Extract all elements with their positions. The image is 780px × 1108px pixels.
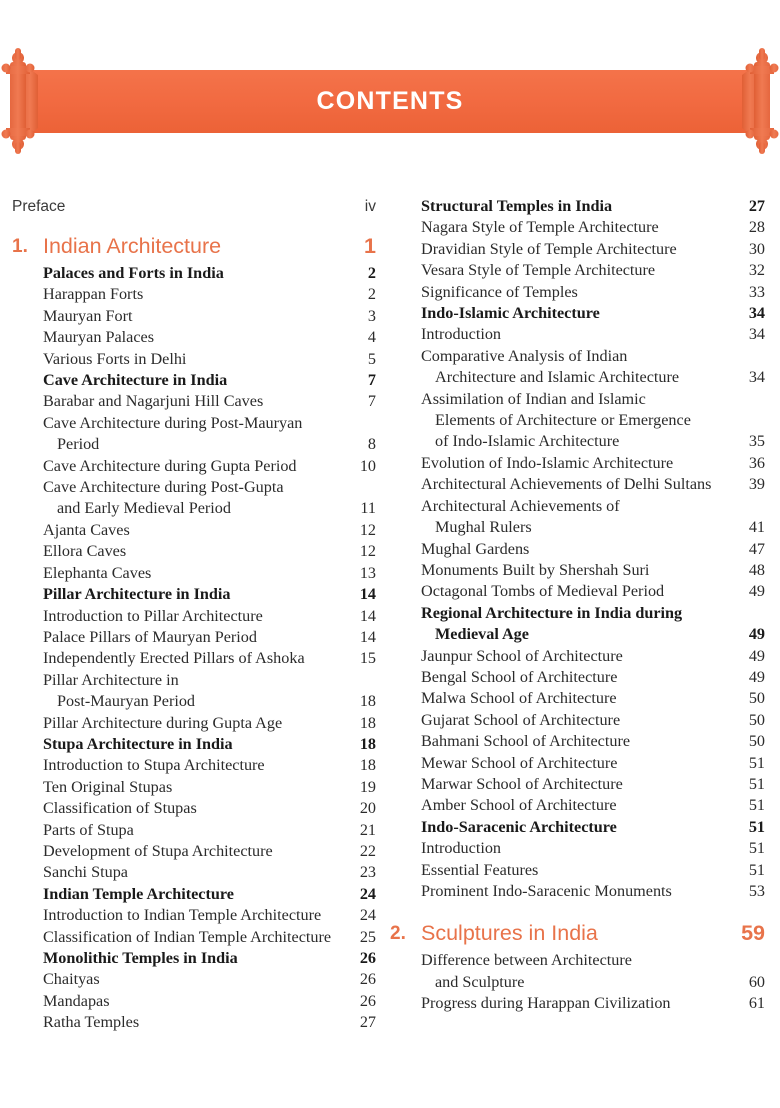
toc-entry-page: 39	[748, 475, 765, 494]
toc-entry[interactable]	[43, 1012, 390, 1033]
toc-entry[interactable]	[43, 413, 390, 456]
toc-entry-label: Harappan Forts	[43, 285, 144, 304]
toc-entry[interactable]	[43, 627, 390, 648]
toc-entry-label: Sanchi Stupa	[43, 863, 128, 882]
toc-entry-label: Regional Architecture in India during	[421, 603, 683, 622]
toc-entry-label: Pillar Architecture during Gupta Age	[43, 713, 283, 732]
toc-entry-label: Jaunpur School of Architecture	[421, 646, 623, 665]
toc-entry[interactable]	[43, 327, 390, 348]
toc-entry[interactable]	[43, 520, 390, 541]
toc-entry[interactable]	[43, 349, 390, 370]
toc-entry-label: Ellora Caves	[43, 542, 127, 561]
toc-entry-page: 51	[748, 753, 765, 772]
toc-entry-page: 24	[359, 906, 376, 925]
toc-entry-page: 50	[748, 689, 765, 708]
toc-entry-label: Bengal School of Architecture	[421, 667, 618, 686]
toc-row-preface[interactable]	[12, 196, 390, 217]
toc-entry-page: 2	[367, 264, 376, 282]
toc-entry-label: Stupa Architecture in India	[43, 734, 233, 753]
toc-entry[interactable]	[421, 474, 780, 495]
toc-entry-page: 60	[748, 972, 765, 991]
toc-entry-page: 14	[359, 585, 376, 604]
toc-entry[interactable]	[421, 753, 780, 774]
toc-entry-label: Structural Temples in India	[421, 197, 613, 215]
toc-entry-label: Parts of Stupa	[43, 820, 134, 839]
toc-entry-page: 35	[748, 432, 765, 451]
toc-entry-label: Essential Features	[421, 860, 539, 879]
toc-entry[interactable]	[421, 731, 780, 752]
toc-entry-label: Introduction	[421, 325, 502, 344]
toc-entry[interactable]	[43, 755, 390, 776]
toc-entry-page: 49	[748, 625, 765, 644]
toc-entry-label: Evolution of Indo-Islamic Architecture	[421, 453, 674, 472]
toc-entry[interactable]	[421, 817, 780, 838]
chapter-title: Indian Architecture	[43, 234, 222, 258]
toc-entry-label: Barabar and Nagarjuni Hill Caves	[43, 392, 264, 411]
toc-entry-label-cont: Post-Mauryan Period	[57, 692, 196, 711]
toc-entry-label-cont: Mughal Rulers	[435, 518, 532, 537]
chapter-heading-2[interactable]	[390, 920, 780, 947]
toc-entry-page: 34	[748, 368, 765, 387]
toc-entry-label: Amber School of Architecture	[421, 796, 617, 815]
toc-entry-page: 50	[748, 710, 765, 729]
toc-entry-page: 41	[748, 518, 765, 537]
toc-entry-page: 51	[748, 796, 765, 815]
toc-entry-page: 18	[359, 692, 376, 711]
toc-entry-label-cont: Period	[57, 435, 100, 454]
toc-entry[interactable]	[421, 688, 780, 709]
toc-entry[interactable]	[421, 453, 780, 474]
toc-entry[interactable]	[43, 670, 390, 713]
toc-entry[interactable]	[43, 820, 390, 841]
chapter-number: 1.	[12, 236, 28, 257]
toc-entry-page: 33	[748, 282, 765, 301]
toc-entry-page: 49	[748, 646, 765, 665]
toc-entry[interactable]	[421, 239, 780, 260]
toc-entry-list-right	[421, 950, 780, 1014]
toc-entry-label: Prominent Indo-Saracenic Monuments	[421, 882, 672, 900]
toc-entry-page: 10	[359, 456, 376, 475]
toc-entry[interactable]	[43, 713, 390, 734]
toc-entry[interactable]	[421, 217, 780, 238]
toc-entry-label-cont: Medieval Age	[435, 625, 529, 644]
toc-entry[interactable]	[43, 969, 390, 990]
toc-entry-page: 23	[359, 863, 376, 882]
toc-entry-label: Dravidian Style of Temple Architecture	[421, 239, 677, 258]
toc-entry-label: Ten Original Stupas	[43, 777, 173, 796]
chapter-page: 59	[741, 921, 765, 946]
toc-entry[interactable]	[421, 324, 780, 345]
toc-entry-label: Mughal Gardens	[421, 539, 530, 558]
toc-entry-page: 7	[367, 371, 376, 390]
banner-ribbon-graphic	[0, 44, 780, 159]
toc-entry-page: 21	[359, 820, 376, 839]
toc-entry-page: 5	[367, 349, 376, 368]
toc-entry[interactable]	[43, 884, 390, 905]
toc-entry-label: Nagara Style of Temple Architecture	[421, 218, 659, 237]
toc-entry-label: Ajanta Caves	[43, 520, 130, 539]
toc-entry-page: 4	[367, 328, 376, 347]
toc-entry-page: 25	[359, 927, 376, 946]
toc-entry-page: 14	[359, 606, 376, 625]
toc-entry-label: Progress during Harappan Civilization	[421, 994, 671, 1013]
toc-entry[interactable]	[43, 734, 390, 755]
toc-entry-label: Ratha Temples	[43, 1013, 140, 1032]
toc-entry-page: 3	[367, 306, 376, 325]
toc-entry-page: 47	[748, 539, 765, 558]
toc-entry[interactable]	[421, 774, 780, 795]
toc-entry-page: 11	[360, 499, 376, 518]
toc-entry-page: 12	[359, 520, 376, 539]
toc-entry-label: Comparative Analysis of Indian	[421, 346, 628, 365]
toc-entry-label: Various Forts in Delhi	[43, 349, 187, 368]
toc-entry[interactable]	[421, 539, 780, 560]
toc-entry[interactable]	[421, 346, 780, 389]
toc-entry-label: Development of Stupa Architecture	[43, 841, 273, 860]
toc-entry[interactable]	[43, 477, 390, 520]
toc-entry-page: 53	[748, 882, 765, 900]
toc-entry-label: Introduction to Pillar Architecture	[43, 606, 263, 625]
toc-entry-page: 7	[367, 392, 376, 411]
toc-entry-label-cont: Elements of Architecture or Emergence	[435, 411, 691, 430]
toc-entry-label: Architectural Achievements of Delhi Sultans	[421, 475, 712, 494]
toc-entry-label: Classification of Indian Temple Architecture	[43, 927, 332, 946]
toc-columns	[0, 196, 780, 1034]
toc-entry-page: 20	[359, 799, 376, 818]
toc-entry-page: 15	[359, 649, 376, 668]
toc-entry-page: 18	[359, 756, 376, 775]
toc-entry[interactable]	[43, 648, 390, 669]
toc-entry-label: Mauryan Palaces	[43, 328, 155, 347]
toc-entry[interactable]	[421, 860, 780, 881]
toc-entry[interactable]	[43, 584, 390, 605]
toc-entry[interactable]	[43, 284, 390, 305]
toc-entry-label: Pillar Architecture in	[43, 670, 179, 689]
toc-entry-page: 24	[359, 884, 376, 903]
toc-entry-page: 49	[748, 667, 765, 686]
toc-entry[interactable]	[421, 303, 780, 324]
toc-entry-label-cont: Architecture and Islamic Architecture	[435, 368, 680, 387]
toc-entry-page: 27	[359, 1013, 376, 1032]
toc-entry-page: 2	[367, 285, 376, 304]
left-scroll-ornament	[2, 48, 39, 154]
toc-entry-page: 49	[748, 582, 765, 601]
toc-entry-label: Independently Erected Pillars of Ashoka	[43, 649, 305, 668]
toc-entry[interactable]	[43, 777, 390, 798]
toc-entry-page: 8	[367, 435, 376, 454]
toc-entry[interactable]	[421, 603, 780, 646]
toc-entry-label: Palace Pillars of Mauryan Period	[43, 627, 257, 646]
toc-entry-label: Marwar School of Architecture	[421, 774, 623, 793]
toc-entry[interactable]	[421, 795, 780, 816]
toc-entry[interactable]	[421, 950, 780, 993]
toc-entry[interactable]	[43, 862, 390, 883]
toc-entry-page: 61	[748, 994, 765, 1013]
toc-entry-page: 48	[748, 560, 765, 579]
toc-entry[interactable]	[421, 993, 780, 1014]
toc-entry-page: 36	[748, 453, 765, 472]
chapter-page: 1	[364, 234, 376, 258]
contents-banner	[0, 44, 780, 159]
toc-entry[interactable]	[43, 905, 390, 926]
toc-entry-page: 26	[359, 991, 376, 1010]
toc-entry-list-left	[43, 263, 390, 1034]
toc-entry-page: 12	[359, 542, 376, 561]
toc-entry[interactable]	[421, 581, 780, 602]
toc-entry[interactable]	[43, 948, 390, 969]
chapter-title: Sculptures in India	[421, 921, 598, 946]
toc-entry-label: Cave Architecture during Post-Gupta	[43, 478, 284, 497]
toc-entry[interactable]	[43, 541, 390, 562]
toc-entry-list-right-continued	[421, 196, 780, 902]
toc-entry[interactable]	[43, 606, 390, 627]
toc-entry-page: 30	[748, 239, 765, 258]
chapter-number: 2.	[390, 923, 406, 945]
toc-entry-label: Monolithic Temples in India	[43, 949, 238, 967]
toc-entry[interactable]	[43, 563, 390, 584]
toc-entry-label: Malwa School of Architecture	[421, 689, 617, 708]
toc-entry-page: 34	[748, 325, 765, 344]
toc-entry-label: Architectural Achievements of	[421, 496, 620, 515]
toc-entry-page: 18	[359, 734, 376, 753]
toc-entry-label: Octagonal Tombs of Medieval Period	[421, 582, 665, 601]
toc-entry-page: 14	[359, 627, 376, 646]
toc-entry-page: 51	[748, 817, 765, 836]
toc-entry[interactable]	[43, 370, 390, 391]
toc-entry-page: 51	[748, 774, 765, 793]
toc-entry[interactable]	[43, 798, 390, 819]
toc-entry-page: 22	[359, 841, 376, 860]
toc-entry[interactable]	[421, 260, 780, 281]
toc-entry[interactable]	[421, 881, 780, 902]
toc-entry-page: 50	[748, 732, 765, 751]
toc-entry-label: Introduction	[421, 839, 502, 858]
toc-entry[interactable]	[43, 991, 390, 1012]
toc-entry-page: 28	[748, 218, 765, 237]
toc-entry-page: 51	[748, 860, 765, 879]
toc-entry-page: 19	[359, 777, 376, 796]
toc-entry-label: Monuments Built by Shershah Suri	[421, 560, 650, 579]
toc-entry[interactable]	[43, 391, 390, 412]
preface-page: iv	[364, 198, 376, 215]
toc-entry-page: 26	[359, 970, 376, 989]
toc-entry[interactable]	[421, 196, 780, 217]
toc-entry[interactable]	[421, 282, 780, 303]
toc-entry-label: Gujarat School of Architecture	[421, 710, 621, 729]
toc-entry[interactable]	[421, 496, 780, 539]
toc-entry[interactable]	[421, 667, 780, 688]
toc-entry-label: Difference between Architecture	[421, 951, 632, 970]
toc-entry-label: Cave Architecture in India	[43, 371, 228, 390]
right-scroll-ornament	[742, 48, 779, 154]
toc-entry-label: Chaityas	[43, 970, 100, 989]
toc-entry-label: Significance of Temples	[421, 282, 578, 301]
toc-entry[interactable]	[43, 841, 390, 862]
toc-entry-label: Classification of Stupas	[43, 799, 197, 818]
toc-entry[interactable]	[43, 263, 390, 284]
toc-entry[interactable]	[421, 389, 780, 453]
preface-label: Preface	[12, 198, 66, 215]
toc-entry[interactable]	[421, 646, 780, 667]
toc-entry-page: 34	[748, 304, 765, 323]
page-title: CONTENTS	[316, 87, 464, 115]
toc-right-column	[390, 196, 780, 1034]
toc-entry-page: 51	[748, 839, 765, 858]
toc-entry-label: Indo-Islamic Architecture	[421, 304, 600, 323]
toc-entry-label-cont: and Early Medieval Period	[57, 499, 231, 518]
toc-entry-label: Palaces and Forts in India	[43, 264, 224, 282]
toc-entry[interactable]	[43, 927, 390, 948]
toc-entry-label: Introduction to Stupa Architecture	[43, 756, 265, 775]
toc-entry-label: Vesara Style of Temple Architecture	[421, 261, 656, 280]
toc-entry-label: Pillar Architecture in India	[43, 585, 231, 604]
toc-entry-page: 26	[359, 949, 376, 967]
toc-entry[interactable]	[421, 838, 780, 859]
toc-entry[interactable]	[43, 456, 390, 477]
toc-entry-page: 18	[359, 713, 376, 732]
chapter-heading-1[interactable]	[12, 233, 390, 260]
toc-entry[interactable]	[421, 710, 780, 731]
spacer	[390, 902, 780, 920]
toc-entry[interactable]	[421, 560, 780, 581]
toc-entry-label: Mauryan Fort	[43, 306, 133, 325]
toc-entry-label: Cave Architecture during Post-Mauryan	[43, 413, 303, 432]
toc-entry[interactable]	[43, 306, 390, 327]
toc-entry-label: Bahmani School of Architecture	[421, 732, 631, 751]
toc-left-column	[0, 196, 390, 1034]
toc-entry-label: Mewar School of Architecture	[421, 753, 618, 772]
toc-entry-label: Indo-Saracenic Architecture	[421, 817, 617, 836]
toc-entry-label: Assimilation of Indian and Islamic	[421, 389, 646, 408]
toc-entry-label: Elephanta Caves	[43, 563, 152, 582]
toc-entry-label: Indian Temple Architecture	[43, 884, 234, 903]
toc-entry-label: Cave Architecture during Gupta Period	[43, 456, 297, 475]
toc-entry-label: Introduction to Indian Temple Architecture	[43, 906, 322, 925]
toc-entry-label: Mandapas	[43, 991, 110, 1010]
toc-entry-label-cont: and Sculpture	[435, 972, 525, 991]
toc-entry-page: 13	[359, 563, 376, 582]
toc-entry-page: 32	[748, 261, 765, 280]
toc-entry-page: 27	[748, 197, 765, 215]
toc-entry-label-cont: of Indo-Islamic Architecture	[435, 432, 620, 451]
